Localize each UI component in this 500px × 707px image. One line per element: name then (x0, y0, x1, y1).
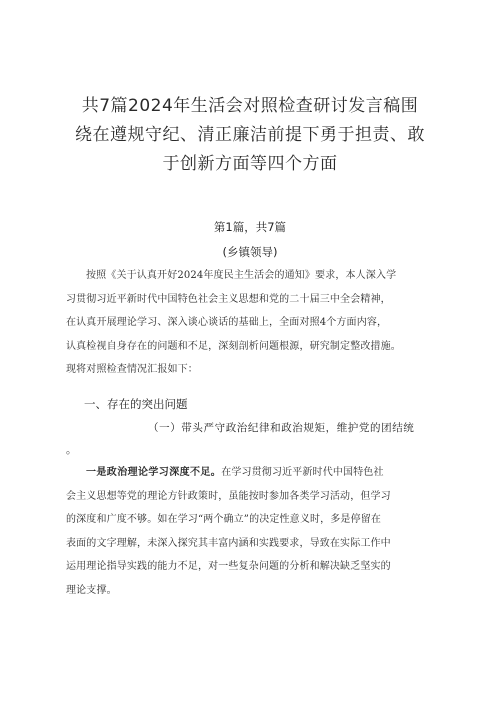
title-line-1: 共7篇2024年生活会对照检查研讨发言稿围 (81, 96, 419, 116)
section-label: 第1篇，共7篇 (213, 220, 287, 234)
theory-line-4: 表面的文字理解，未深入探究其丰富内涵和实践要求，导致在实际工作中 (66, 537, 391, 549)
title-line-3: 于创新方面等四个方面 (162, 154, 338, 174)
theory-line-6: 理论支撑。 (66, 584, 117, 596)
heading-political-discipline-tail: 。 (66, 444, 77, 456)
theory-line-5: 运用理论指导实践的能力不足，对一些复杂问题的分析和解决缺乏坚实的 (66, 561, 391, 572)
theory-line-2: 会主义思想等党的理论方针政策时，虽能按时参加各类学习活动，但学习 (66, 490, 391, 502)
theory-line-3: 的深度和广度不够。如在学习“两个确立”的决定性意义时，多是停留在 (66, 514, 382, 525)
heading-political-discipline: （一）带头严守政治纪律和政治规矩，维护党的团结统 (148, 422, 415, 434)
heading-problems: 一、存在的突出问题 (84, 397, 188, 411)
intro-line-4: 认真检视自身存在的问题和不足，深刻剖析问题根源，研究制定整改措施。 (66, 340, 401, 352)
intro-line-5: 现将对照检查情况汇报如下： (66, 364, 198, 375)
theory-line-1-rest: 在学习贯彻习近平新时代中国特色社 (221, 467, 384, 478)
intro-line-2: 习贯彻习近平新时代中国特色社会主义思想和党的二十届三中全会精神， (66, 293, 391, 305)
intro-line-3: 在认真开展理论学习、深入谈心谈话的基础上，全面对照4个方面内容， (66, 317, 388, 328)
theory-study-paragraph (66, 461, 436, 602)
title-line-2: 绕在遵规守纪、清正廉洁前提下勇于担责、敢 (75, 125, 425, 145)
theory-lead: 一是政治理论学习深度不足。 (86, 467, 222, 478)
section-role: (乡镇领导) (222, 245, 278, 259)
intro-line-1: 按照《关于认真开好2024年度民主生活会的通知》要求，本人深入学 (86, 270, 397, 281)
theory-line-1 (66, 461, 436, 485)
document-title (60, 92, 440, 179)
intro-paragraph (66, 264, 436, 382)
